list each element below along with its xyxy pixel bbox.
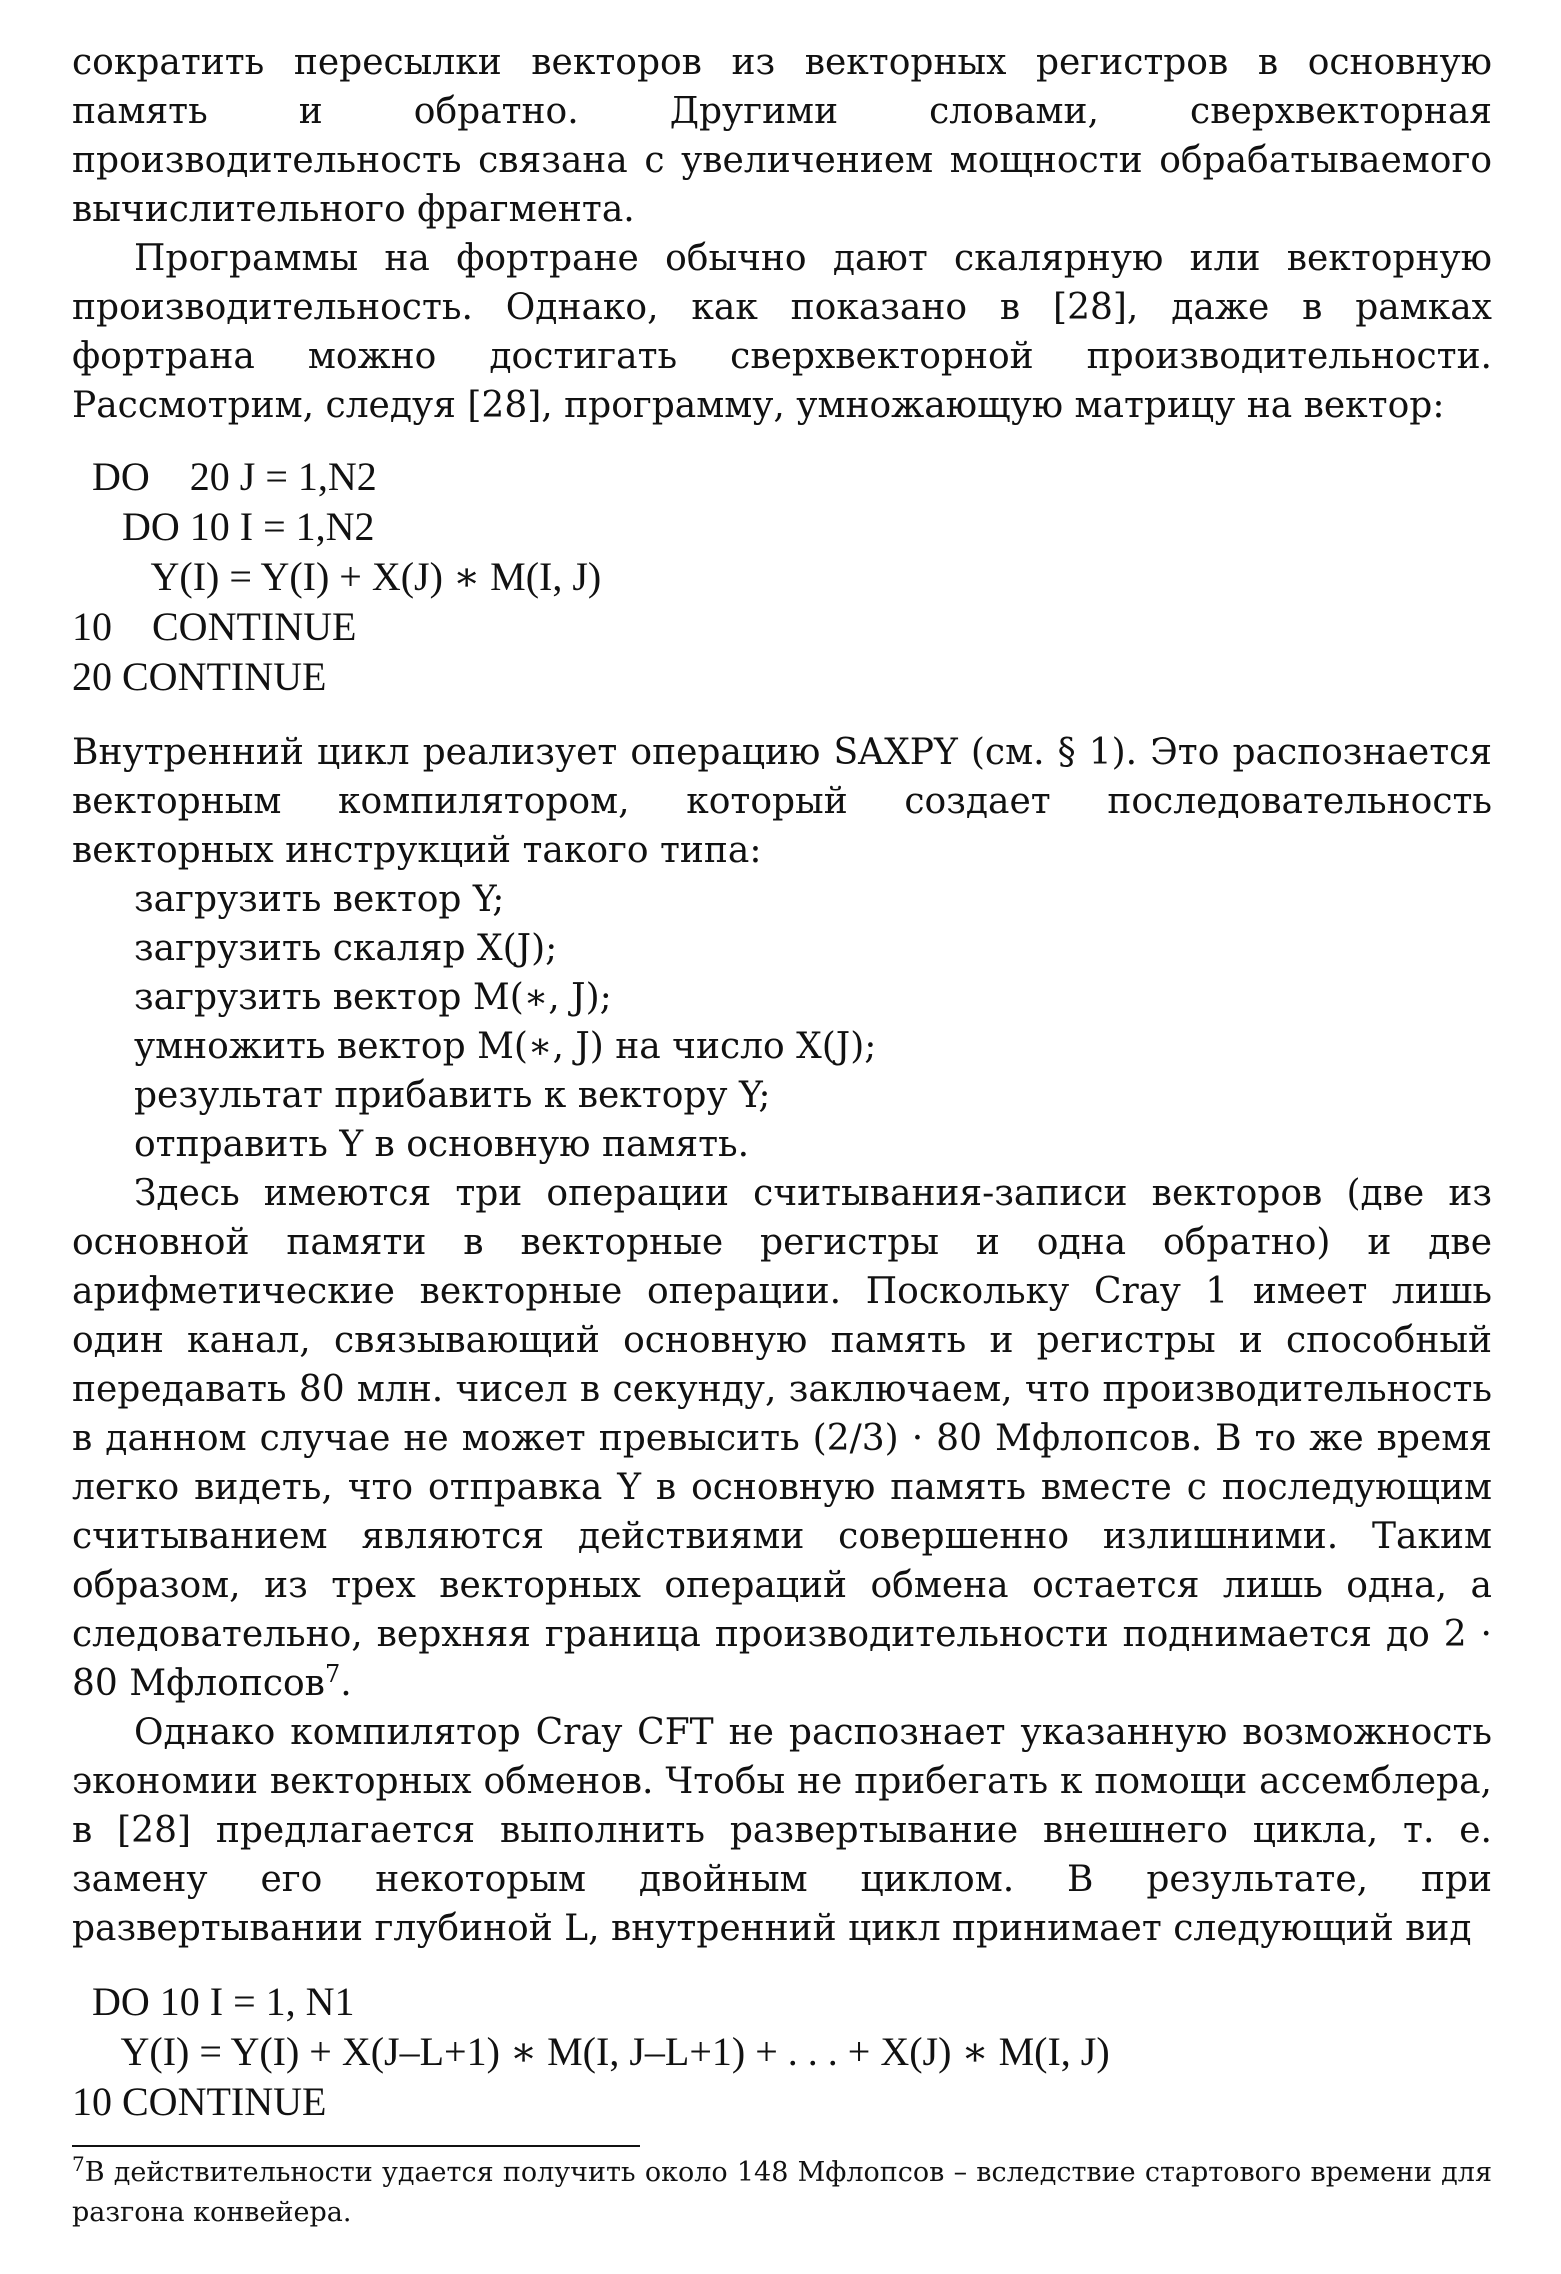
- footnote: [72, 2153, 1492, 2233]
- page: [72, 38, 1492, 2233]
- list-item: результат прибавить к вектору Y;: [134, 1075, 771, 1116]
- footnote-reference[interactable]: 7: [324, 1660, 341, 1688]
- list-item: загрузить вектор M(∗, J);: [134, 977, 612, 1018]
- code-line: 20 CONTINUE: [72, 654, 327, 699]
- code-line: 10 CONTINUE: [72, 2079, 327, 2124]
- code-line: Y(I) = Y(I) + X(J–L+1) ∗ M(I, J–L+1) + . . . + X(J) ∗ M(I, J): [72, 2029, 1110, 2074]
- code-line: DO 10 I = 1, N1: [72, 1979, 355, 2024]
- paragraph-3: Внутренний цикл реализует операцию SAXPY (см. § 1). Это распознается векторным компилятором, который создает последовательность векторных инструкций такого типа:: [72, 732, 1492, 871]
- list-item: отправить Y в основную память.: [134, 1124, 750, 1165]
- paragraph-4-text: Здесь имеются три операции считывания-записи векторов (две из основной памяти в векторные регистры и одна обратно) и две арифметические векторные операции. Поскольку Cray 1 имеет лишь один канал, связывающий основную память и регистры и способный передавать 80 млн. чисел в секунду, заключаем, что производительность в данном случае не может превысить (2/3) · 80 Мфлопсов. В то же время легко видеть, что отправка Y в основную память вместе с последующим считыванием являются действиями совершенно излишними. Таким образом, из трех векторных операций обмена остается лишь одна, а следовательно, верхняя граница производительности поднимается до 2 · 80 Мфлопсов: [72, 1173, 1492, 1704]
- code-block-2: [72, 1977, 1492, 2127]
- code-line: DO 20 J = 1,N2: [72, 454, 377, 499]
- code-line: 10 CONTINUE: [72, 604, 357, 649]
- footnote-mark: 7: [72, 2152, 85, 2176]
- paragraph-4: [72, 1169, 1492, 1708]
- code-block-1: [72, 452, 1492, 702]
- list-item: загрузить скаляр X(J);: [134, 928, 558, 969]
- paragraph-2: Программы на фортране обычно дают скалярную или векторную производительность. Однако, как показано в [28], даже в рамках фортрана можно достигать сверхвекторной производительности. Рассмотрим, следуя [28], программу, умножающую матрицу на вектор:: [72, 238, 1492, 426]
- code-line: Y(I) = Y(I) + X(J) ∗ M(I, J): [72, 554, 602, 599]
- paragraph-1: сократить пересылки векторов из векторных регистров в основную память и обратно. Другими словами, сверхвекторная производительность связана с увеличением мощности обрабатываемого вычислительного фрагмента.: [72, 42, 1492, 230]
- paragraph-5: Однако компилятор Cray CFT не распознает указанную возможность экономии векторных обменов. Чтобы не прибегать к помощи ассемблера, в [28] предлагается выполнить развертывание внешнего цикла, т. е. замену его некоторым двойным циклом. В результате, при развертывании глубиной L, внутренний цикл принимает следующий вид: [72, 1712, 1492, 1949]
- instruction-list: [134, 875, 1492, 1169]
- footnote-text: В действительности удается получить около 148 Мфлопсов – вследствие стартового времени для разгона конвейера.: [72, 2157, 1492, 2228]
- list-item: умножить вектор M(∗, J) на число X(J);: [134, 1026, 877, 1067]
- code-line: DO 10 I = 1,N2: [72, 504, 375, 549]
- list-item: загрузить вектор Y;: [134, 879, 505, 920]
- paragraph-4-end: .: [340, 1663, 352, 1704]
